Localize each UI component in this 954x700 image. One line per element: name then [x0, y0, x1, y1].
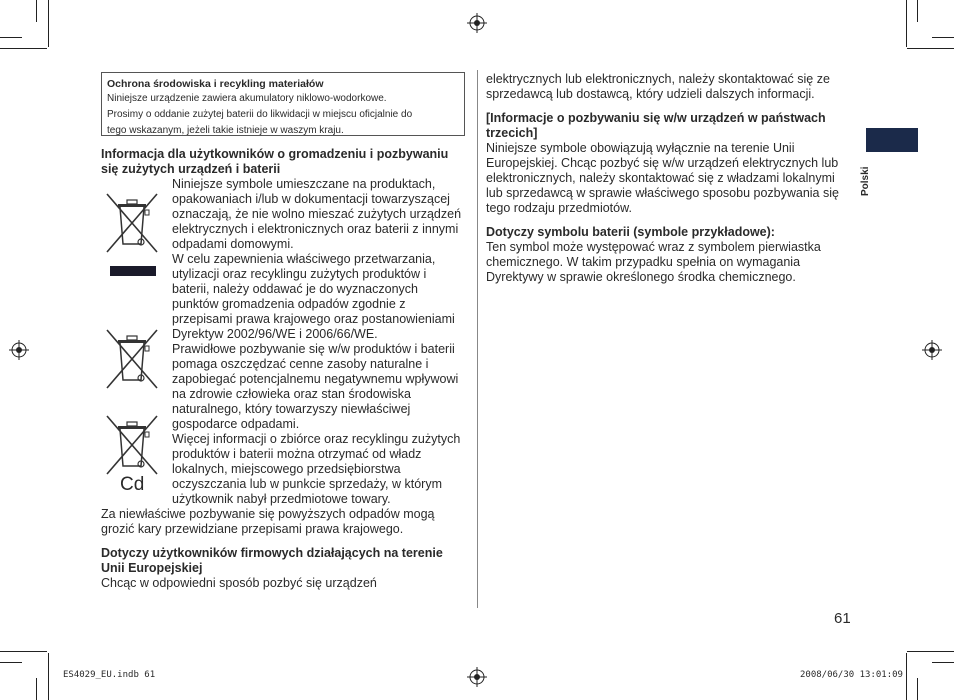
footer-file-info: ES4029_EU.indb 61 [63, 670, 156, 680]
chemical-symbol-label: Cd [120, 474, 145, 495]
paragraph: Chcąc w odpowiedni sposób pozbyć się urządzeń [101, 576, 377, 590]
paragraph: Niniejsze symbole obowiązują wyłącznie na terenie Unii Europejskiej. Chcąc pozbyć się w/w urządzeń elektrycznych lub elektronicznych, należy skontaktować się z władzami lokalnymi lub sprzedawcą w sprawie właściwego sposobu pozbywania się tego rodzaju przedmiotów. [486, 141, 839, 215]
crop-mark [917, 0, 918, 22]
crop-mark [0, 37, 22, 38]
paragraph: elektrycznych lub elektronicznych, należy skontaktować się ze sprzedawcą lub dostawcą, który udzieli dalszych informacji. [486, 72, 830, 101]
crop-mark [36, 0, 37, 22]
paragraph: Niniejsze symbole umieszczane na produktach, opakowaniach i/lub w dokumentacji towarzyszącej oznaczają, że nie wolno mieszać zużytych urządzeń elektrycznych i elektronicznych oraz baterii z innymi odpadami domowymi. [172, 177, 462, 251]
registration-mark-icon [922, 340, 942, 360]
crossed-bin-icon [101, 326, 163, 392]
environment-notice-box [101, 72, 465, 136]
crop-mark [36, 678, 37, 700]
language-tab [866, 128, 918, 152]
crop-mark [906, 653, 907, 700]
crop-mark [917, 678, 918, 700]
right-column [486, 72, 852, 285]
registration-mark-icon [467, 13, 487, 33]
registration-mark-icon [467, 667, 487, 687]
box-line: Prosimy o oddanie zużytej baterii do likwidacji w miejscu oficjalnie do [107, 109, 413, 120]
crop-mark [0, 651, 47, 652]
registration-mark-icon [9, 340, 29, 360]
crop-mark [0, 48, 47, 49]
box-line: tego wskazanym, jeżeli takie istnieje w waszym kraju. [107, 125, 344, 136]
paragraph: Więcej informacji o zbiórce oraz recyklingu zużytych produktów i baterii można otrzymać od władz lokalnych, miejscowego przedsiębiorstwa oczyszczania lub w punkcie sprzedaży, w którym użytkownik nabył przedmiotowe towary. [172, 432, 461, 506]
crop-mark [907, 651, 954, 652]
crop-mark [907, 48, 954, 49]
paragraph: Prawidłowe pozbywanie się w/w produktów i baterii pomaga oszczędzać cenne zasoby naturalne i zapobiegać potencjalnemu negatywnemu wpływowi na zdrowie człowieka oraz stan środowiska naturalnego, który towarzyszy niewłaściwej gospodarce odpadami. [172, 342, 459, 431]
crop-mark [48, 653, 49, 700]
box-title: Ochrona środowiska i recykling materiałów [107, 78, 324, 90]
column-divider [477, 70, 478, 608]
crossed-bin-icon [101, 190, 163, 256]
paragraph: Za niewłaściwe pozbywanie się powyższych odpadów mogą grozić kary przewidziane przepisami prawa krajowego. [101, 507, 435, 536]
paragraph: W celu zapewnienia właściwego przetwarzania, utylizacji oraz recyklingu zużytych produktów i baterii, należy oddawać je do wyznaczonych punktów gromadzenia odpadów zgodnie z przepisami prawa krajowego oraz postanowieniami Dyrektyw 2002/96/WE i 2006/66/WE. [172, 252, 455, 341]
crop-mark [906, 0, 907, 47]
marking-bar [110, 266, 156, 276]
section-heading: Dotyczy użytkowników firmowych działających na terenie Unii Europejskiej [101, 546, 443, 575]
section-heading: Informacja dla użytkowników o gromadzeniu i pozbywaniu się zużytych urządzeń i baterii [101, 147, 449, 176]
crop-mark [0, 662, 22, 663]
paragraph: Ten symbol może występować wraz z symbolem pierwiastka chemicznego. W takim przypadku spełnia on wymagania Dyrektywy w sprawie określonego środka chemicznego. [486, 240, 821, 284]
section-heading: [Informacje o pozbywaniu się w/w urządzeń w państwach trzecich] [486, 111, 826, 140]
box-line: Niniejsze urządzenie zawiera akumulatory niklowo-wodorkowe. [107, 93, 387, 104]
symbol-explanation [172, 177, 467, 507]
section-heading: Dotyczy symbolu baterii (symbole przykładowe): [486, 225, 775, 239]
footer-timestamp: 2008/06/30 13:01:09 [800, 670, 903, 680]
language-tab-label: Polski [860, 166, 871, 196]
crossed-bin-icon [101, 412, 163, 478]
crop-mark [932, 37, 954, 38]
crop-mark [932, 662, 954, 663]
page-number: 61 [834, 610, 851, 627]
crop-mark [48, 0, 49, 47]
